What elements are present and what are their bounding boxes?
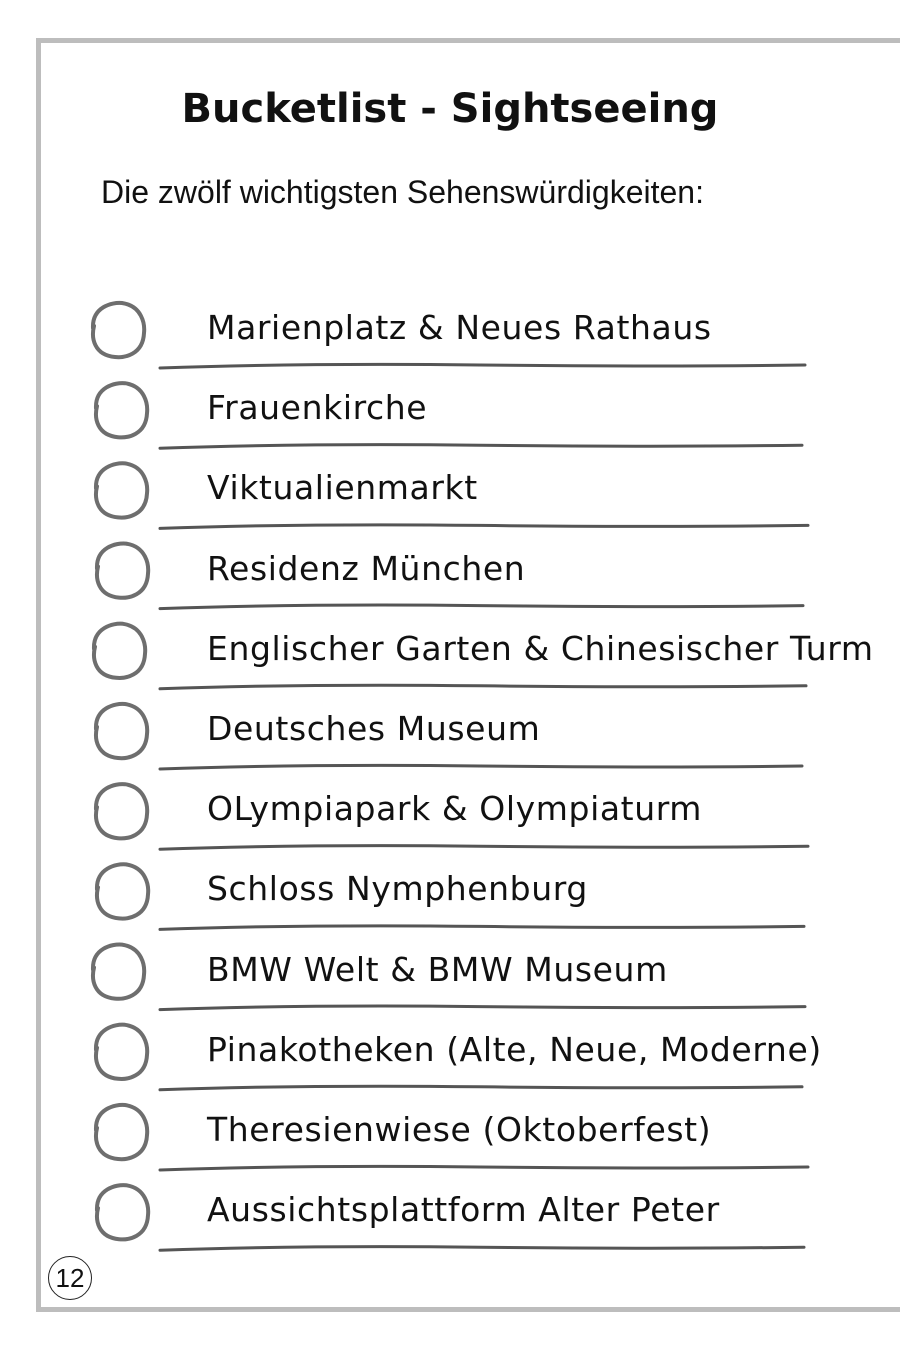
page-title: Bucketlist - Sightseeing xyxy=(181,86,719,132)
page-number: 12 xyxy=(48,1256,92,1300)
checklist-item-label: BMW Welt & BMW Museum xyxy=(207,949,668,989)
checklist-item-label: Englischer Garten & Chinesischer Turm xyxy=(207,628,874,668)
checklist-item-label: Residenz München xyxy=(207,548,526,588)
checklist-item-label: Schloss Nymphenburg xyxy=(207,869,588,909)
checklist-item-label: Aussichtsplattform Alter Peter xyxy=(207,1190,720,1230)
checklist-item-label: Frauenkirche xyxy=(207,388,428,428)
checklist-item-label: Deutsches Museum xyxy=(207,709,541,748)
checklist-item-label: OLympiapark & Olympiaturm xyxy=(207,789,703,829)
checklist-item-label: Marienplatz & Neues Rathaus xyxy=(207,308,712,347)
page-subtitle: Die zwölf wichtigsten Sehenswürdigkeiten: xyxy=(101,174,704,210)
checklist-item-label: Theresienwiese (Oktoberfest) xyxy=(207,1110,712,1149)
checklist-item-label: Pinakotheken (Alte, Neue, Moderne) xyxy=(207,1029,822,1069)
checklist-item-label: Viktualienmarkt xyxy=(207,468,478,508)
